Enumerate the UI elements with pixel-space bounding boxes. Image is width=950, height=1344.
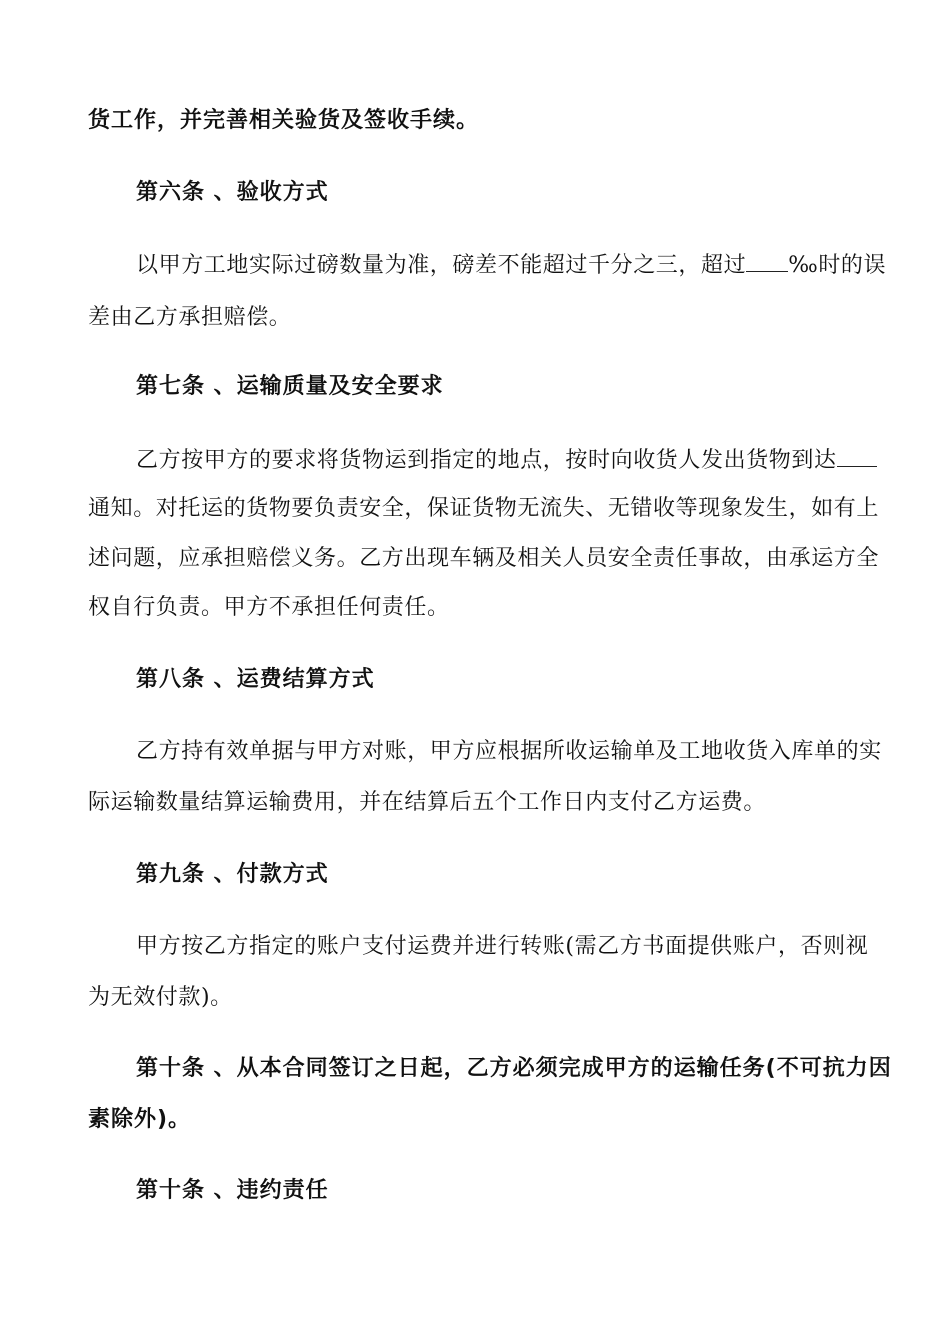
section-heading: 第七条 、运输质量及安全要求 — [136, 374, 444, 399]
section-heading: 第九条 、付款方式 — [136, 862, 329, 887]
fill-blank — [837, 446, 877, 467]
paragraph-line: 货工作，并完善相关验货及签收手续。 — [88, 108, 480, 133]
paragraph-text: 以甲方工地实际过磅数量为准，磅差不能超过千分之三，超过 — [136, 253, 747, 278]
paragraph-line: 际运输数量结算运输费用，并在结算后五个工作日内支付乙方运费。 — [88, 790, 767, 815]
paragraph-line: 甲方按乙方指定的账户支付运费并进行转账(需乙方书面提供账户，否则视 — [136, 934, 869, 959]
paragraph-line: 权自行负责。甲方不承担任何责任。 — [88, 595, 450, 620]
fill-blank — [746, 251, 788, 272]
section-heading-continued: 素除外)。 — [88, 1107, 192, 1132]
section-heading: 第八条 、运费结算方式 — [136, 667, 375, 692]
section-heading: 第六条 、验收方式 — [136, 180, 329, 205]
paragraph-line: 为无效付款)。 — [88, 985, 233, 1010]
section-heading: 第十条 、违约责任 — [136, 1178, 329, 1203]
paragraph-text: 乙方按甲方的要求将货物运到指定的地点，按时向收货人发出货物到达 — [136, 448, 837, 473]
paragraph-line: 通知。对托运的货物要负责安全，保证货物无流失、无错收等现象发生，如有上 — [88, 496, 880, 521]
paragraph-line — [136, 446, 877, 476]
paragraph-line — [136, 251, 886, 281]
paragraph-text: ‰时的误 — [788, 253, 887, 278]
paragraph-line: 乙方持有效单据与甲方对账，甲方应根据所收运输单及工地收货入库单的实 — [136, 739, 882, 764]
paragraph-line: 述问题，应承担赔偿义务。乙方出现车辆及相关人员安全责任事故，由承运方全 — [88, 546, 880, 571]
section-heading: 第十条 、从本合同签订之日起，乙方必须完成甲方的运输任务(不可抗力因 — [136, 1056, 892, 1081]
paragraph-line: 差由乙方承担赔偿。 — [88, 305, 292, 330]
